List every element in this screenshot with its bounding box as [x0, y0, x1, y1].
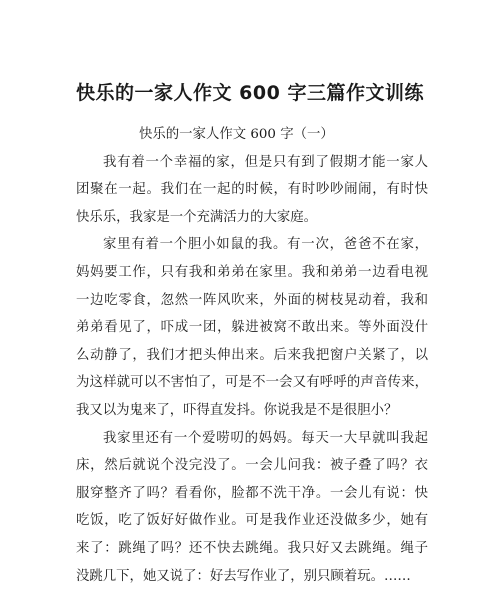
- text-line: 来了：跳绳了吗？还不快去跳绳。我只好又去跳绳。绳子: [76, 535, 428, 563]
- paragraph-3: [76, 425, 428, 590]
- text-line: 我有着一个幸福的家，但是只有到了假期才能一家人: [76, 149, 428, 177]
- text-line: 快乐乐，我家是一个充满活力的大家庭。: [76, 204, 428, 232]
- text-line: 一边吃零食，忽然一阵风吹来，外面的树枝晃动着，我和: [76, 287, 428, 315]
- text-line: 为这样就可以不害怕了，可是不一会又有呼呼的声音传来，: [76, 369, 428, 397]
- text-line: 么动静了，我们才把头伸出来。后来我把窗户关紧了，以: [76, 342, 428, 370]
- text-line: 我又以为鬼来了，吓得直发抖。你说我是不是很胆小？: [76, 397, 428, 425]
- text-line: 家里有着一个胆小如鼠的我。有一次，爸爸不在家，: [76, 231, 428, 259]
- text-line: 没跳几下，她又说了：好去写作业了，别只顾着玩。……: [76, 563, 428, 590]
- document-body: [76, 121, 428, 590]
- text-line: 团聚在一起。我们在一起的时候，有时吵吵闹闹，有时快: [76, 176, 428, 204]
- text-line: 吃饭，吃了饭好好做作业。可是我作业还没做多少，她有: [76, 507, 428, 535]
- paragraph-2: [76, 231, 428, 424]
- text-line: 我家里还有一个爱唠叨的妈妈。每天一大早就叫我起: [76, 425, 428, 453]
- text-line: 弟弟看见了，吓成一团，躲进被窝不敢出来。等外面没什: [76, 314, 428, 342]
- section-heading: 快乐的一家人作文 600 字（一）: [139, 121, 428, 149]
- text-line: 床，然后就说个没完没了。一会儿问我：被子叠了吗？衣: [76, 452, 428, 480]
- document-title: 快乐的一家人作文 600 字三篇作文训练: [0, 78, 500, 105]
- text-line: 妈妈要工作，只有我和弟弟在家里。我和弟弟一边看电视: [76, 259, 428, 287]
- paragraph-1: [76, 149, 428, 232]
- text-line: 服穿整齐了吗？看看你，脸都不洗干净。一会儿有说：快: [76, 480, 428, 508]
